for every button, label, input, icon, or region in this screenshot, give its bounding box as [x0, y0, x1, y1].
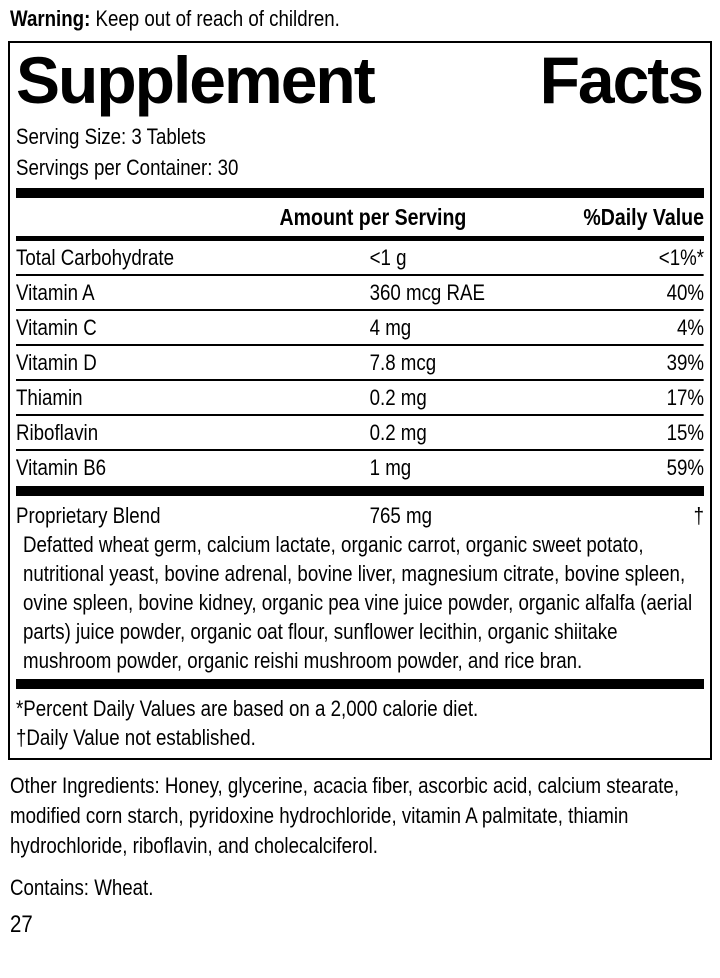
- nutrient-amount: 360 mcg RAE: [369, 280, 485, 305]
- nutrient-row-total-carbohydrate: [16, 241, 704, 276]
- nutrient-daily-value: 39%: [666, 350, 705, 375]
- panel-title: [16, 45, 704, 121]
- panel-title-word-1: Supplement: [16, 43, 374, 117]
- column-header-amount: Amount per Serving: [279, 204, 467, 230]
- servings-per-container: Servings per Container: 30: [16, 155, 239, 180]
- nutrient-name: Vitamin A: [16, 280, 95, 305]
- nutrient-row-thiamin: [16, 381, 704, 416]
- page-number: 27: [10, 911, 33, 938]
- serving-size: Serving Size: 3 Tablets: [16, 124, 206, 149]
- nutrient-daily-value: 4%: [676, 315, 705, 340]
- thick-divider-blend: [16, 486, 704, 496]
- thick-divider-top: [16, 188, 704, 198]
- footnotes: [16, 689, 704, 752]
- nutrient-row-vitamin-c: [16, 311, 704, 346]
- nutrient-daily-value: <1%*: [658, 245, 705, 270]
- column-header-row: [16, 198, 704, 236]
- blend-description: Defatted wheat germ, calcium lactate, organic carrot, organic sweet potato, nutritional yeast, bovine adrenal, bovine liver, magnesium citrate, bovine spleen, ovine spleen, bovine kidney, organic pea vine juice powder, organic alfalfa (aerial parts) juice powder, organic oat flour, sunflower lecithin, organic shiitake mushroom powder, organic reishi mushroom powder, and rice bran.: [23, 532, 693, 673]
- other-ingredients: Other Ingredients: Honey, glycerine, acacia fiber, ascorbic acid, calcium stearate, modified corn starch, pyridoxine hydrochloride, vitamin A palmitate, thiamin hydrochloride, riboflavin, and cholecalciferol.: [10, 773, 680, 858]
- nutrient-amount: 0.2 mg: [369, 420, 427, 445]
- nutrient-name: Thiamin: [16, 385, 83, 410]
- nutrient-daily-value: 59%: [666, 455, 705, 480]
- blend-name: Proprietary Blend: [16, 503, 161, 528]
- thick-divider-footnotes: [16, 679, 704, 689]
- panel-title-word-2: Facts: [539, 43, 702, 117]
- footnote-percent-daily-values: *Percent Daily Values are based on a 2,000 calorie diet.: [16, 696, 479, 721]
- column-header-daily-value: %Daily Value: [583, 204, 705, 230]
- below-panel-text: [10, 771, 712, 939]
- nutrient-name: Vitamin C: [16, 315, 97, 340]
- nutrient-row-vitamin-d: [16, 346, 704, 381]
- nutrient-name: Total Carbohydrate: [16, 245, 175, 270]
- proprietary-blend-row: [16, 496, 704, 530]
- nutrient-amount: 1 mg: [369, 455, 412, 480]
- warning-statement: [10, 6, 714, 32]
- nutrient-amount: 0.2 mg: [369, 385, 427, 410]
- supplement-facts-panel: [8, 41, 712, 760]
- nutrient-row-riboflavin: [16, 416, 704, 451]
- warning-text: Keep out of reach of children.: [90, 6, 340, 31]
- nutrient-row-vitamin-a: [16, 276, 704, 311]
- footnote-daily-value-not-established: †Daily Value not established.: [16, 725, 256, 750]
- warning-label: Warning:: [10, 6, 91, 31]
- nutrient-daily-value: 40%: [666, 280, 705, 305]
- nutrient-amount: <1 g: [369, 245, 407, 270]
- nutrient-name: Riboflavin: [16, 420, 99, 445]
- nutrient-daily-value: 17%: [666, 385, 705, 410]
- nutrient-name: Vitamin B6: [16, 455, 107, 480]
- blend-daily-value-dagger: †: [693, 503, 705, 528]
- blend-amount: 765 mg: [369, 503, 432, 528]
- serving-info: [16, 121, 704, 183]
- nutrient-row-vitamin-b6: [16, 451, 704, 484]
- contains-statement: Contains: Wheat.: [10, 875, 154, 900]
- nutrient-daily-value: 15%: [666, 420, 705, 445]
- nutrient-name: Vitamin D: [16, 350, 97, 375]
- nutrient-amount: 7.8 mcg: [369, 350, 437, 375]
- nutrient-amount: 4 mg: [369, 315, 412, 340]
